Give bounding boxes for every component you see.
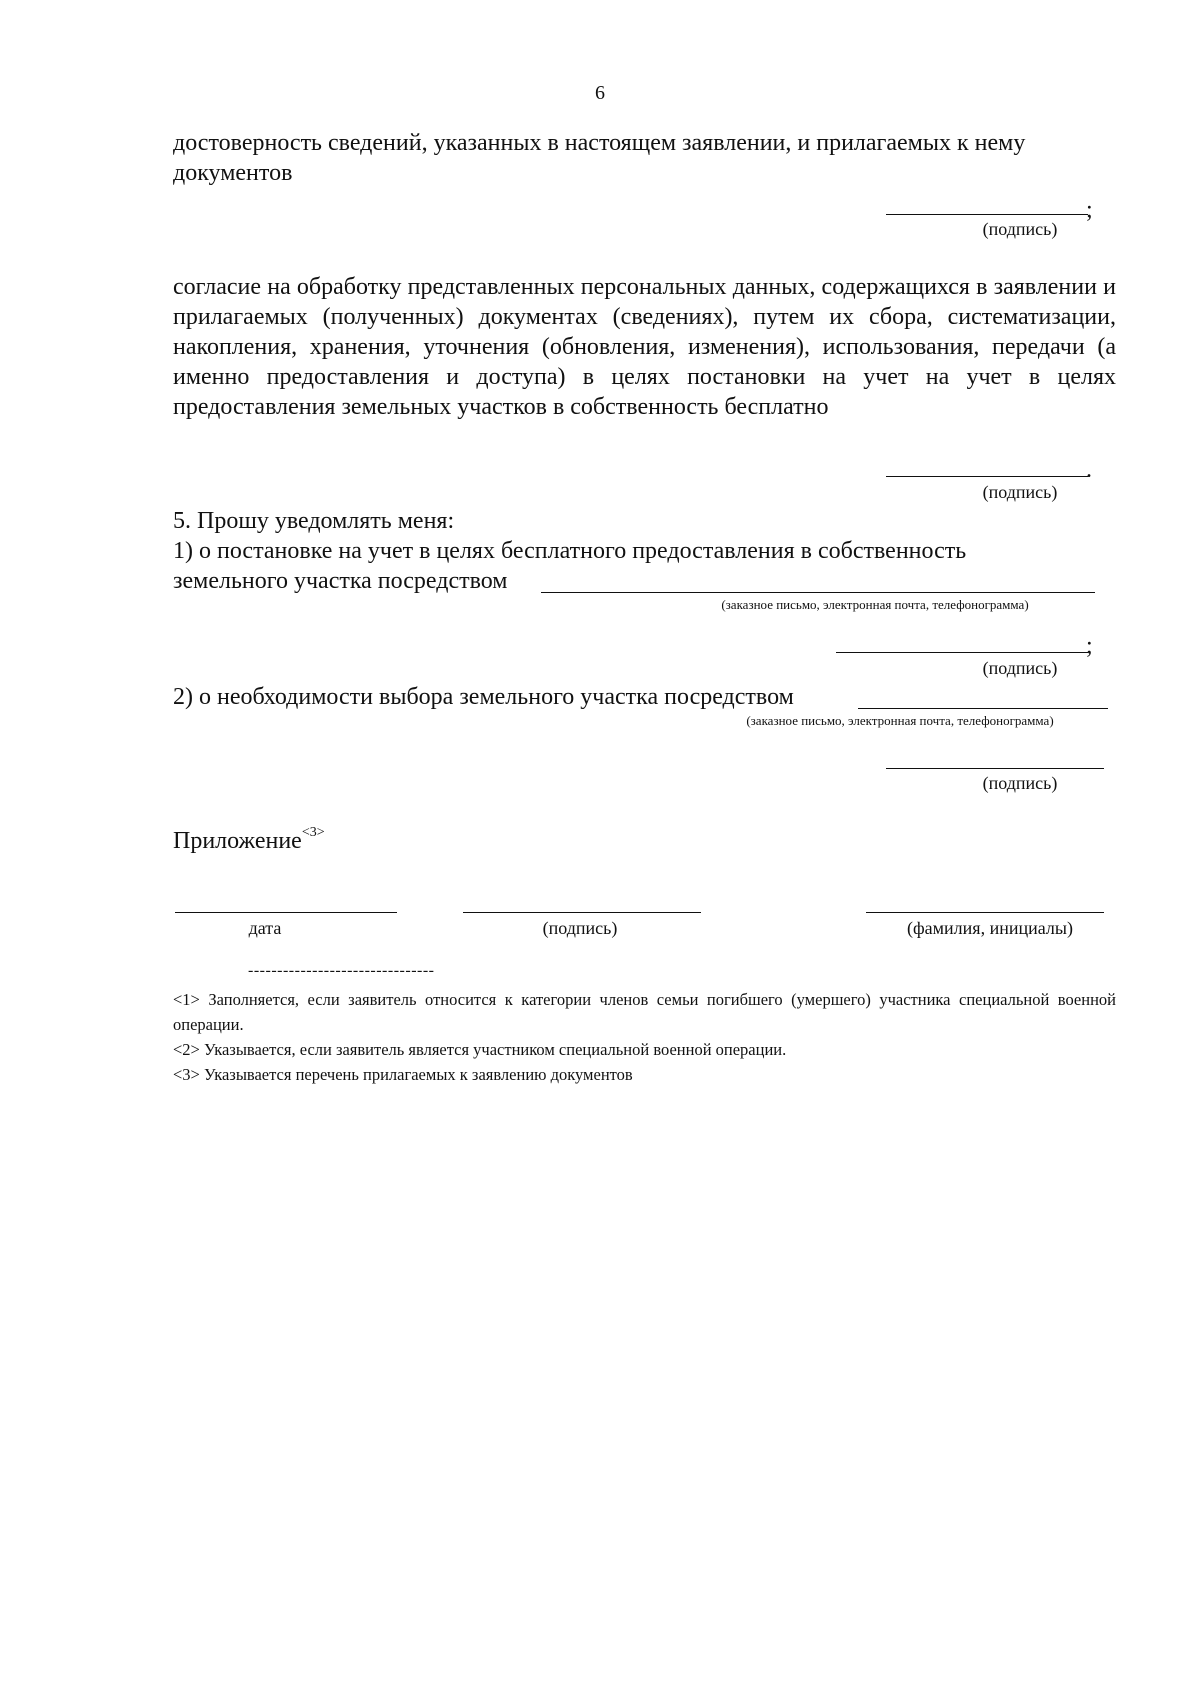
attachment-label: Приложение$^{<3>}$ bbox=[173, 825, 325, 854]
notify-item-2: 2) о необходимости выбора земельного участка посредством bbox=[173, 684, 794, 710]
notify-item-1-line-1: 1) о постановке на учет в целях бесплатного предоставления в собственность bbox=[173, 538, 967, 564]
consent-statement: согласие на обработку представленных персональных данных, содержащихся в заявлении и прилагаемых (полученных) документах (сведениях), путем их сбора, систематизации, накопления, хранения, уточнения (обновления, изменения), использования, передачи (а именно предоставления и доступа) в целях постановки на учет на учет в целях предоставления земельных участков в собственность бесплатно bbox=[173, 274, 1116, 420]
signature-line[interactable] bbox=[836, 652, 1088, 653]
name-caption: (фамилия, инициалы) bbox=[907, 918, 1073, 938]
notify-item-1-line-2: земельного участка посредством bbox=[173, 568, 508, 594]
signature-line[interactable] bbox=[463, 912, 701, 913]
end-mark: ; bbox=[1086, 633, 1093, 659]
reliability-statement: достоверность сведений, указанных в настоящем заявлении, и прилагаемых к нему документов bbox=[173, 130, 1026, 186]
footnote-ref: <3> bbox=[301, 825, 325, 840]
signature-line[interactable] bbox=[886, 768, 1104, 769]
date-caption: дата bbox=[248, 918, 282, 938]
footnote-3: <3> Указывается перечень прилагаемых к заявлению документов bbox=[173, 1065, 633, 1084]
footnote-2: <2> Указывается, если заявитель является участником специальной военной операции. bbox=[173, 1040, 787, 1059]
notify-method-caption: (заказное письмо, электронная почта, телефонограмма) bbox=[746, 713, 1054, 728]
signature-line[interactable] bbox=[886, 214, 1088, 215]
end-mark: ; bbox=[1086, 197, 1093, 223]
footnote-separator: -------------------------------- bbox=[248, 962, 435, 979]
page-number: 6 bbox=[595, 82, 605, 104]
name-line[interactable] bbox=[866, 912, 1104, 913]
footnote-1: <1> Заполняется, если заявитель относится к категории членов семьи погибшего (умершего) участника специальной военной операции. bbox=[173, 990, 1116, 1034]
date-line[interactable] bbox=[175, 912, 397, 913]
section-5-heading: 5. Прошу уведомлять меня: bbox=[173, 508, 455, 534]
signature-caption: (подпись) bbox=[982, 482, 1058, 502]
notify-method-field[interactable] bbox=[858, 708, 1108, 709]
signature-caption: (подпись) bbox=[542, 918, 618, 938]
signature-line[interactable] bbox=[886, 476, 1088, 477]
signature-caption: (подпись) bbox=[982, 219, 1058, 239]
end-mark: . bbox=[1086, 457, 1092, 483]
signature-caption: (подпись) bbox=[982, 658, 1058, 678]
notify-method-field[interactable] bbox=[541, 592, 1095, 593]
notify-method-caption: (заказное письмо, электронная почта, телефонограмма) bbox=[721, 597, 1029, 612]
signature-caption: (подпись) bbox=[982, 773, 1058, 793]
